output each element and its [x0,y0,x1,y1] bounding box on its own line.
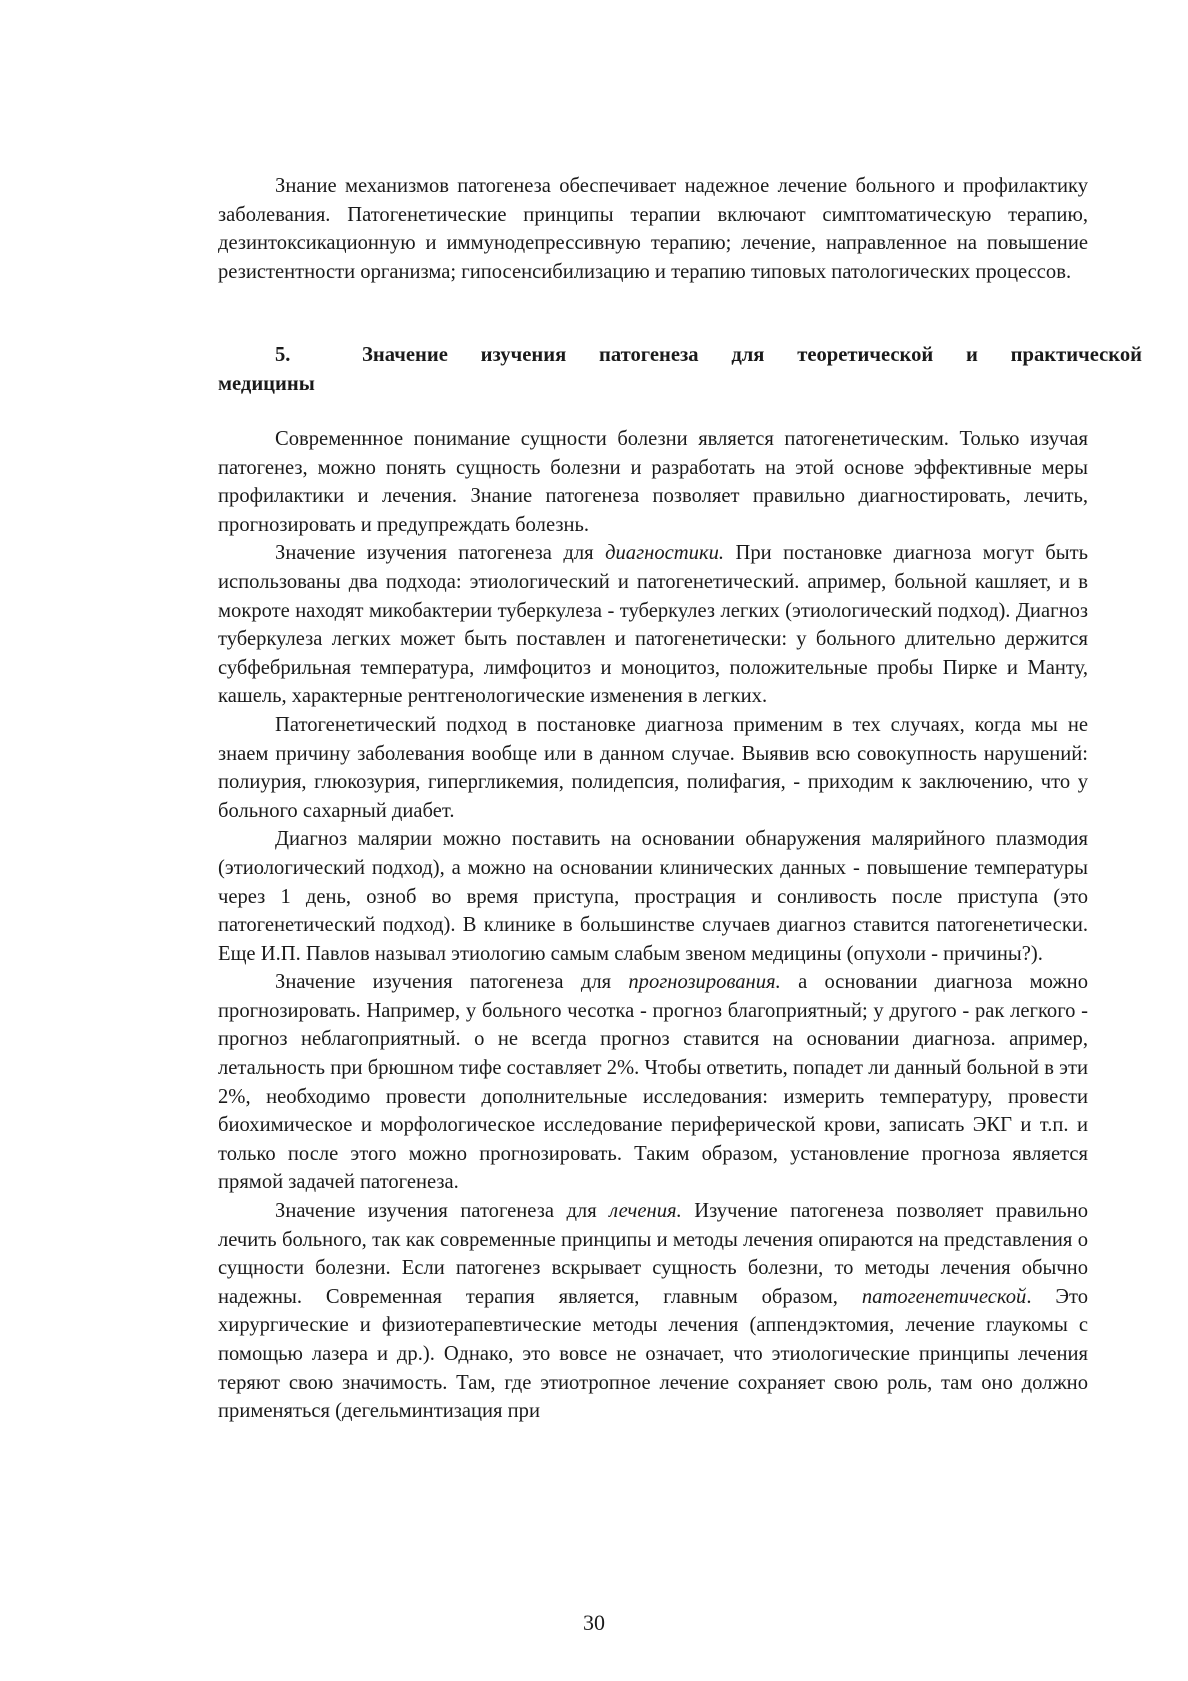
paragraph-prognosis [218,968,1088,1197]
section-number: 5. [275,344,291,366]
paragraph-treatment-lead: Значение изучения патогенеза для [275,1200,597,1223]
paragraph-treatment-middle: Изучение патогенеза позволяет правильно лечить больного, так как современные принципы и методы лечения опираются на представления о сущности болезни. Если патогенез вскрывает сущность болезни, то методы лечения обычно надежны. Современная терапия является, главным образом, [218,1200,1088,1308]
paragraph-diagnostics-body: При постановке диагноза могут быть использованы два подхода: этиологический и патогенетический. апример, больной кашляет, и в мокроте находят микобактерии туберкулеза - туберкулез легких (этиологический подход). Диагноз туберкулеза легких может быть поставлен и патогенетически: у больного длительно держится субфебрильная температура, лимфоцитоз и моноцитоз, положительные пробы Пирке и Манту, кашель, характерные рентгенологические изменения в легких. [218,542,1089,708]
section-title-line-2: медицины [218,373,315,395]
term-treatment: лечения. [609,1200,682,1223]
paragraph-diagnostics-lead: Значение изучения патогенеза для [275,542,594,565]
section-heading [218,341,1143,399]
paragraph-treatment-end: . Это хирургические и физиотерапевтические методы лечения (аппендэктомия, лечение глаукомы с помощью лазера и др.). Однако, это вовсе не означает, что этиологические принципы лечения теряют свою значимость. Там, где этиотропное лечение сохраняет свою роль, там оно должно применяться (дегельминтизация при [218,1285,1088,1423]
intro-paragraph: Знание механизмов патогенеза обеспечивает надежное лечение больного и профилактику заболевания. Патогенетические принципы терапии включают симптоматическую терапию, дезинтоксикационную и иммунодепрессивную терапию; лечение, направленное на повышение резистентности организма; гипосенсибилизацию и терапию типовых патологических процессов. [218,175,1088,283]
body-text-block [218,425,1088,1426]
intro-paragraph-block [218,172,1088,286]
term-pathogenetic: патогенетической [861,1285,1027,1308]
paragraph-pathogenetic-approach: Патогенетический подход в постановке диагноза применим в тех случаях, когда мы не знаем причину заболевания вообще или в данном случае. Выявив всю совокупность нарушений: полиурия, глюкозурия, гипергликемия, полидепсия, полифагия, - приходим к заключению, что у больного сахарный диабет. [218,713,1088,822]
term-diagnostics: диагностики. [605,542,725,565]
page-number: 30 [583,1610,605,1635]
paragraph-modern-understanding: Современнное понимание сущности болезни является патогенетическим. Только изучая патогенез, можно понять сущность болезни и разработать на этой основе эффективные меры профилактики и лечения. Знание патогенеза позволяет правильно диагностировать, лечить, прогнозировать и предупреждать болезнь. [218,428,1088,536]
term-prognosis: прогнозирования. [628,971,781,994]
paragraph-prognosis-body: а основании диагноза можно прогнозировать. Например, у больного чесотка - прогноз благоприятный; у другого - рак легкого - прогноз неблагоприятный. о не всегда прогноз ставится на основании диагноза. апример, летальность при брюшном тифе составляет 2%. Чтобы ответить, попадет ли данный больной в эти 2%, необходимо провести дополнительные исследования: измерить температуру, провести биохимическое и морфологическое исследование периферической крови, записать ЭКГ и т.п. и только после этого можно прогнозировать. Таким образом, установление прогноза является прямой задачей патогенеза. [218,971,1088,1194]
section-heading-line-1 [218,341,1143,370]
paragraph-treatment [218,1197,1088,1426]
paragraph-prognosis-lead: Значение изучения патогенеза для [275,971,612,994]
section-title-line-1: Значение изучения патогенеза для теоретической и практической [362,344,1142,366]
paragraph-malaria: Диагноз малярии можно поставить на основании обнаружения малярийного плазмодия (этиологический подход), а можно на основании клинических данных - повышение температуры через 1 день, озноб во время приступа, прострация и сонливость после приступа (это патогенетический подход). В клинике в большинстве случаев диагноз ставится патогенетически. Еще И.П. Павлов называл этиологию самым слабым звеном медицины (опухоли - причины?). [218,828,1088,965]
paragraph-diagnostics [218,539,1088,711]
